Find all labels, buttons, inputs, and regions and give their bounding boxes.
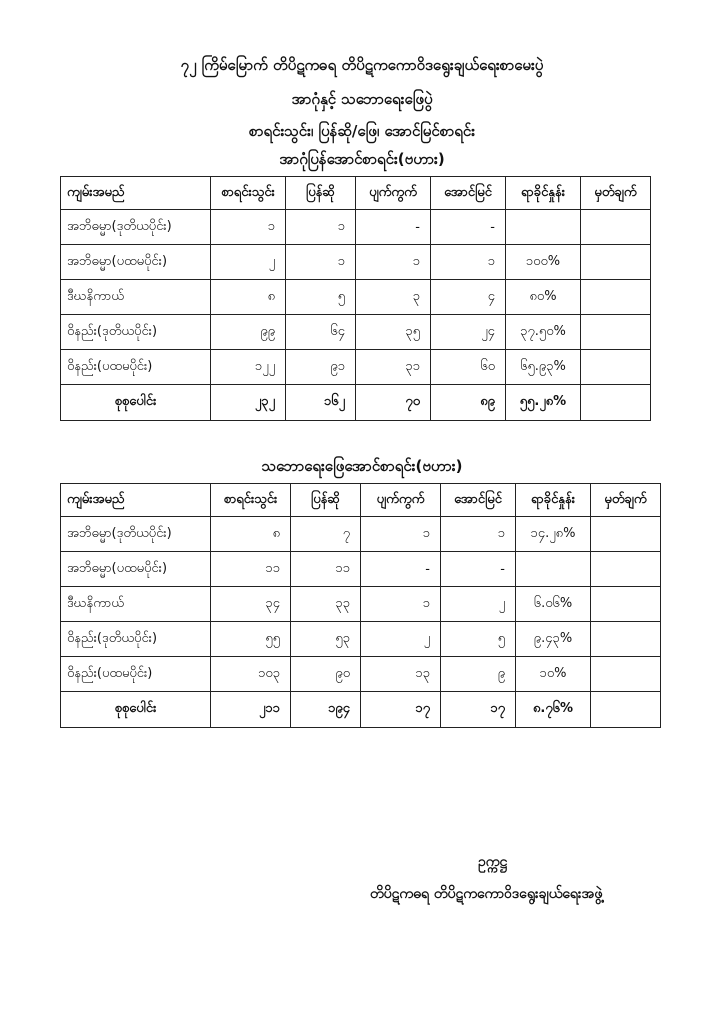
cell-recited: ၅၃	[291, 622, 361, 657]
signature-organization: တိပိဋကဓရ တိပိဋကကောဝိဒရွေးချယ်ရေးအဖွဲ့	[370, 886, 603, 902]
exam-title: ၇၂ ကြိမ်မြောက် တိပိဋကဓရ တိပိဋကကောဝိဒရွေးချယ်ရေးစာမေးပွဲ	[180, 56, 544, 74]
cell-recited: ၇	[291, 517, 361, 552]
table-row	[61, 280, 651, 315]
cell-name: အဘိဓမ္မာ(ပထမပိုင်း)	[61, 552, 211, 587]
cell-name: ဝိနည်း(ပထမပိုင်း)	[61, 657, 211, 692]
cell-passed: ၄	[431, 280, 506, 315]
cell-absent: -	[361, 552, 441, 587]
cell-remark	[581, 280, 651, 315]
cell-passed: ၁	[431, 245, 506, 280]
col-header-registered: စာရင်းသွင်း	[211, 177, 286, 210]
cell-recited: ၁၆၂	[286, 385, 356, 421]
table1-title: အာဂုံပြန်အောင်စာရင်း(ဗဟား)	[279, 150, 445, 168]
cell-absent: ၁	[356, 245, 431, 280]
cell-absent: ၃၁	[356, 350, 431, 385]
col-header-title: ကျမ်းအမည်	[61, 177, 211, 210]
cell-remark	[581, 315, 651, 350]
cell-recited: ၁	[286, 245, 356, 280]
cell-passed: ၅	[441, 622, 516, 657]
cell-registered: ၃၄	[211, 587, 291, 622]
table-header-row	[61, 484, 661, 517]
cell-recited: ၅	[286, 280, 356, 315]
cell-passed: ၆၀	[431, 350, 506, 385]
table-row	[61, 587, 661, 622]
table-row	[61, 210, 651, 245]
cell-absent: ၃	[356, 280, 431, 315]
cell-passed: -	[431, 210, 506, 245]
col-header-remark: မှတ်ချက်	[591, 484, 661, 517]
table-row	[61, 622, 661, 657]
cell-absent: ၇၀	[356, 385, 431, 421]
cell-passed: ၂၄	[431, 315, 506, 350]
cell-absent: ၁	[361, 587, 441, 622]
col-header-title: ကျမ်းအမည်	[61, 484, 211, 517]
cell-percent	[506, 210, 581, 245]
cell-recited: ၃၃	[291, 587, 361, 622]
col-header-remark: မှတ်ချက်	[581, 177, 651, 210]
cell-name: ဝိနည်း(ပထမပိုင်း)	[61, 350, 211, 385]
cell-remark	[591, 517, 661, 552]
cell-registered: ၉၉	[211, 315, 286, 350]
cell-name: ဒီဃနိကာယ်	[61, 587, 211, 622]
col-header-percent: ရာခိုင်နှုန်း	[516, 484, 591, 517]
cell-total-label: စုစုပေါင်း	[61, 385, 211, 421]
exam-subtitle: အာဂုံနှင့် သဘောရေးဖြေပွဲ	[291, 90, 433, 108]
cell-percent: ၆၅.၉၃%	[506, 350, 581, 385]
table2-title: သဘောရေးဖြေအောင်စာရင်း(ဗဟား)	[261, 457, 463, 475]
cell-remark	[581, 245, 651, 280]
signature-title: ဥက္ကဋ္ဌ	[478, 854, 508, 870]
cell-remark	[591, 692, 661, 728]
cell-absent: ၁	[361, 517, 441, 552]
cell-absent: ၂	[361, 622, 441, 657]
answer-results-table	[60, 483, 661, 728]
table-header-row	[61, 177, 651, 210]
cell-recited: ၁	[286, 210, 356, 245]
total-row	[61, 692, 661, 728]
total-row	[61, 385, 651, 421]
cell-percent: ၁၀%	[516, 657, 591, 692]
table-row	[61, 315, 651, 350]
cell-percent: ၆.၀၆%	[516, 587, 591, 622]
cell-remark	[591, 587, 661, 622]
cell-recited: ၆၄	[286, 315, 356, 350]
cell-passed: ၂	[441, 587, 516, 622]
table-row	[61, 245, 651, 280]
cell-registered: ၂	[211, 245, 286, 280]
cell-remark	[581, 210, 651, 245]
cell-percent: ၃၇.၅၀%	[506, 315, 581, 350]
table-row	[61, 350, 651, 385]
cell-percent: ၉.၄၃%	[516, 622, 591, 657]
cell-name: အဘိဓမ္မာ(ပထမပိုင်း)	[61, 245, 211, 280]
col-header-passed: အောင်မြင်	[441, 484, 516, 517]
col-header-passed: အောင်မြင်	[431, 177, 506, 210]
cell-percent: ၁၀၀%	[506, 245, 581, 280]
cell-passed: ၉	[441, 657, 516, 692]
cell-passed: -	[441, 552, 516, 587]
cell-registered: ၁၂၂	[211, 350, 286, 385]
col-header-recited: ပြန်ဆို	[286, 177, 356, 210]
cell-recited: ၉၁	[286, 350, 356, 385]
cell-percent: ၁၄.၂၈%	[516, 517, 591, 552]
cell-name: ဝိနည်း(ဒုတိယပိုင်း)	[61, 315, 211, 350]
cell-percent	[516, 552, 591, 587]
col-header-absent: ပျက်ကွက်	[361, 484, 441, 517]
list-subtitle: စာရင်းသွင်း၊ ပြန်ဆို/ဖြေ၊ အောင်မြင်စာရင်း	[248, 122, 476, 140]
cell-registered: ၁၁	[211, 552, 291, 587]
cell-passed: ၁	[441, 517, 516, 552]
cell-percent: ၈.၇၆%	[516, 692, 591, 728]
col-header-absent: ပျက်ကွက်	[356, 177, 431, 210]
cell-registered: ၈	[211, 280, 286, 315]
col-header-percent: ရာခိုင်နှုန်း	[506, 177, 581, 210]
cell-passed: ၁၇	[441, 692, 516, 728]
table-row	[61, 552, 661, 587]
cell-remark	[591, 552, 661, 587]
cell-recited: ၉၀	[291, 657, 361, 692]
cell-absent: ၁၇	[361, 692, 441, 728]
cell-total-label: စုစုပေါင်း	[61, 692, 211, 728]
cell-registered: ၂၁၁	[211, 692, 291, 728]
col-header-registered: စာရင်းသွင်း	[211, 484, 291, 517]
table-row	[61, 657, 661, 692]
cell-remark	[591, 657, 661, 692]
recitation-results-table	[60, 176, 651, 421]
cell-name: ဝိနည်း(ဒုတိယပိုင်း)	[61, 622, 211, 657]
cell-recited: ၁၉၄	[291, 692, 361, 728]
cell-name: အဘိဓမ္မာ(ဒုတိယပိုင်း)	[61, 210, 211, 245]
cell-remark	[581, 350, 651, 385]
cell-absent: -	[356, 210, 431, 245]
cell-name: အဘိဓမ္မာ(ဒုတိယပိုင်း)	[61, 517, 211, 552]
cell-absent: ၁၃	[361, 657, 441, 692]
cell-registered: ၈	[211, 517, 291, 552]
cell-registered: ၁	[211, 210, 286, 245]
cell-passed: ၈၉	[431, 385, 506, 421]
cell-recited: ၁၁	[291, 552, 361, 587]
cell-percent: ၅၅.၂၈%	[506, 385, 581, 421]
cell-remark	[581, 385, 651, 421]
cell-registered: ၁၀၃	[211, 657, 291, 692]
table-row	[61, 517, 661, 552]
cell-registered: ၅၅	[211, 622, 291, 657]
cell-remark	[591, 622, 661, 657]
cell-name: ဒီဃနိကာယ်	[61, 280, 211, 315]
cell-percent: ၈၀%	[506, 280, 581, 315]
cell-absent: ၃၅	[356, 315, 431, 350]
cell-registered: ၂၃၂	[211, 385, 286, 421]
col-header-recited: ပြန်ဆို	[291, 484, 361, 517]
